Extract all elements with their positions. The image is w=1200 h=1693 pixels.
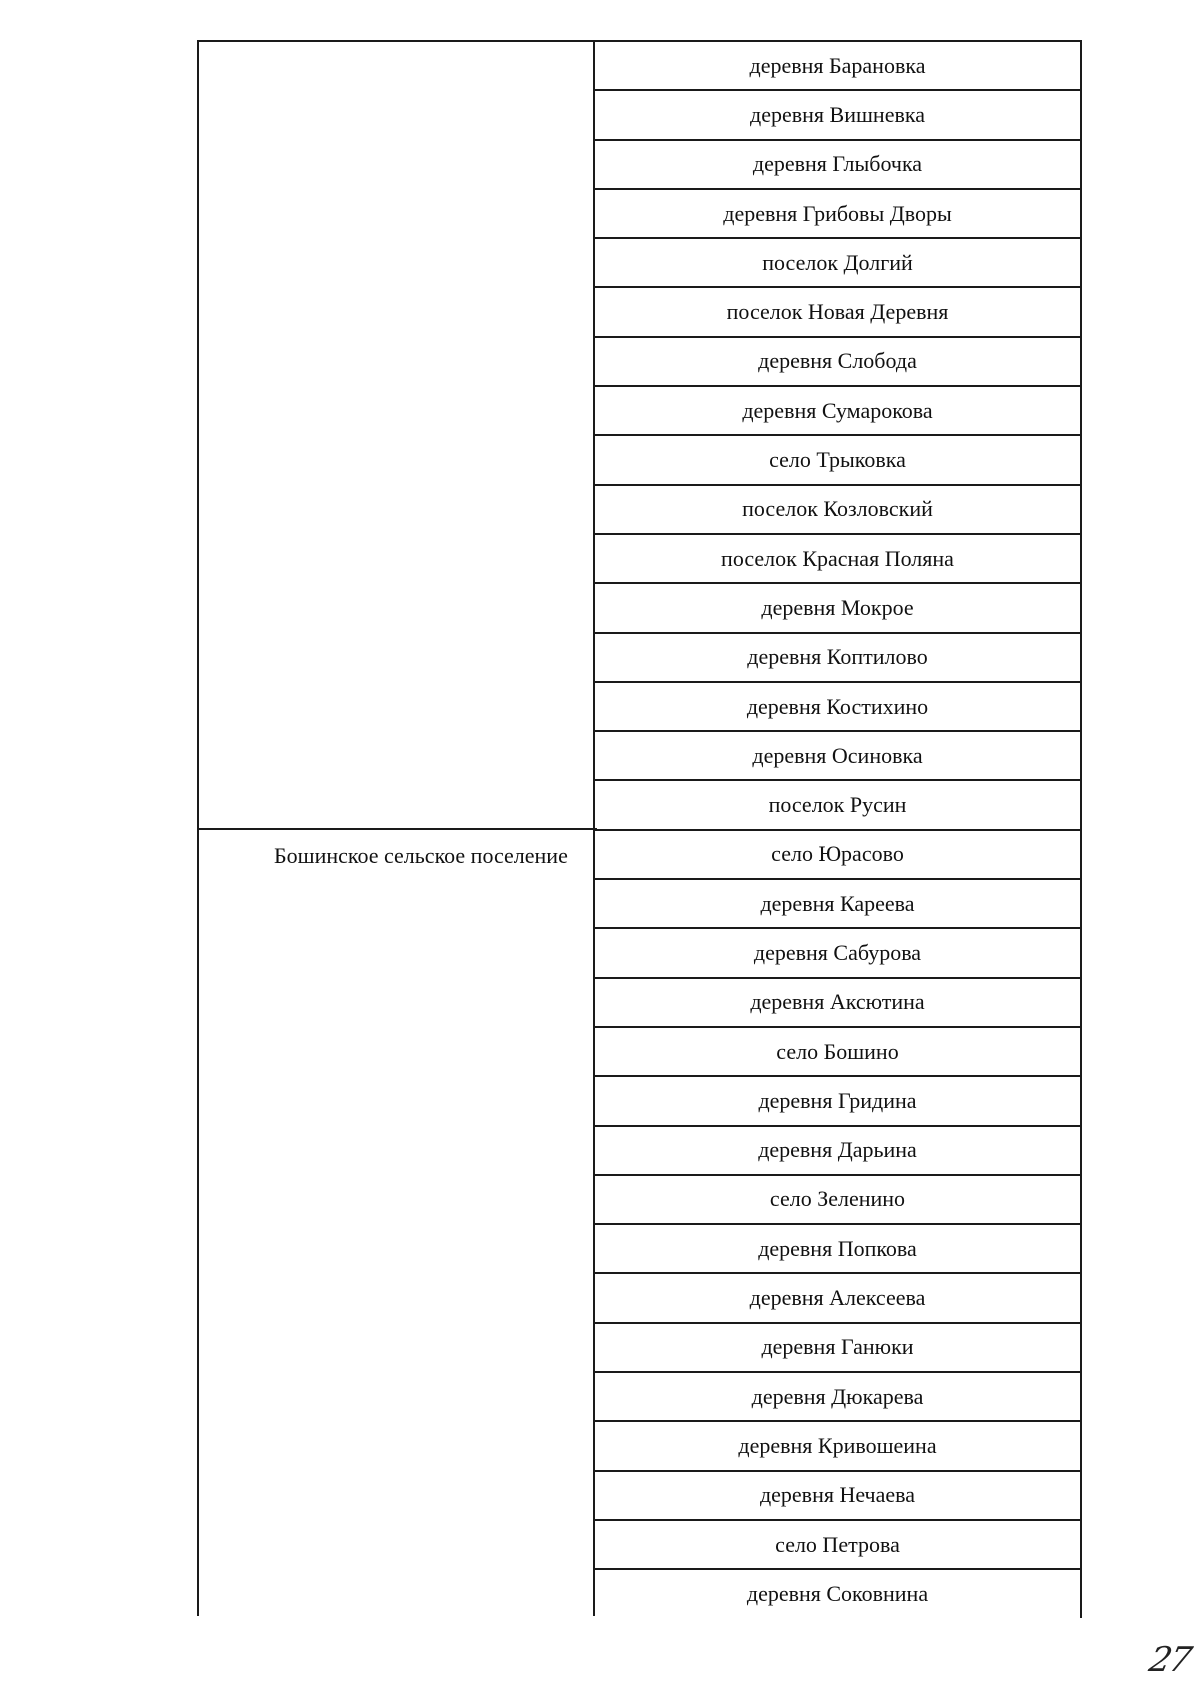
settlement-name: Бошинское сельское поселение bbox=[274, 843, 568, 868]
locality-row: поселок Новая Деревня bbox=[595, 286, 1080, 335]
settlement-divider bbox=[197, 828, 597, 830]
settlement-column bbox=[197, 40, 595, 1616]
locality-row: село Петрова bbox=[595, 1519, 1080, 1568]
locality-row: деревня Коптилово bbox=[595, 632, 1080, 681]
locality-row: деревня Сабурова bbox=[595, 927, 1080, 976]
locality-row: село Юрасово bbox=[595, 829, 1080, 878]
locality-row: поселок Козловский bbox=[595, 484, 1080, 533]
locality-row: поселок Русин bbox=[595, 779, 1080, 828]
locality-row: деревня Барановка bbox=[595, 40, 1080, 89]
locality-row: деревня Соковнина bbox=[595, 1568, 1080, 1617]
locality-row: деревня Кривошеина bbox=[595, 1420, 1080, 1469]
locality-row: деревня Грибовы Дворы bbox=[595, 188, 1080, 237]
locality-row: деревня Мокрое bbox=[595, 582, 1080, 631]
locality-row: деревня Дарьина bbox=[595, 1125, 1080, 1174]
locality-row: деревня Ганюки bbox=[595, 1322, 1080, 1371]
locality-row: деревня Глыбочка bbox=[595, 139, 1080, 188]
locality-row: деревня Вишневка bbox=[595, 89, 1080, 138]
locality-row: деревня Слобода bbox=[595, 336, 1080, 385]
table-top-rule bbox=[197, 40, 597, 42]
locality-row: деревня Сумарокова bbox=[595, 385, 1080, 434]
locality-row: деревня Дюкарева bbox=[595, 1371, 1080, 1420]
locality-row: поселок Долгий bbox=[595, 237, 1080, 286]
page-number: 27 bbox=[1145, 1640, 1194, 1680]
locality-row: деревня Попкова bbox=[595, 1223, 1080, 1272]
locality-row: село Зеленино bbox=[595, 1174, 1080, 1223]
locality-row: деревня Гридина bbox=[595, 1075, 1080, 1124]
locality-row: деревня Осиновка bbox=[595, 730, 1080, 779]
locality-row: деревня Костихино bbox=[595, 681, 1080, 730]
settlements-table bbox=[197, 40, 1084, 1616]
locality-row: деревня Алексеева bbox=[595, 1272, 1080, 1321]
locality-row: поселок Красная Поляна bbox=[595, 533, 1080, 582]
locality-row: деревня Кареева bbox=[595, 878, 1080, 927]
locality-row: село Бошино bbox=[595, 1026, 1080, 1075]
locality-row: село Трыковка bbox=[595, 434, 1080, 483]
localities-column bbox=[595, 40, 1082, 1618]
locality-row: деревня Нечаева bbox=[595, 1470, 1080, 1519]
locality-row: деревня Аксютина bbox=[595, 977, 1080, 1026]
